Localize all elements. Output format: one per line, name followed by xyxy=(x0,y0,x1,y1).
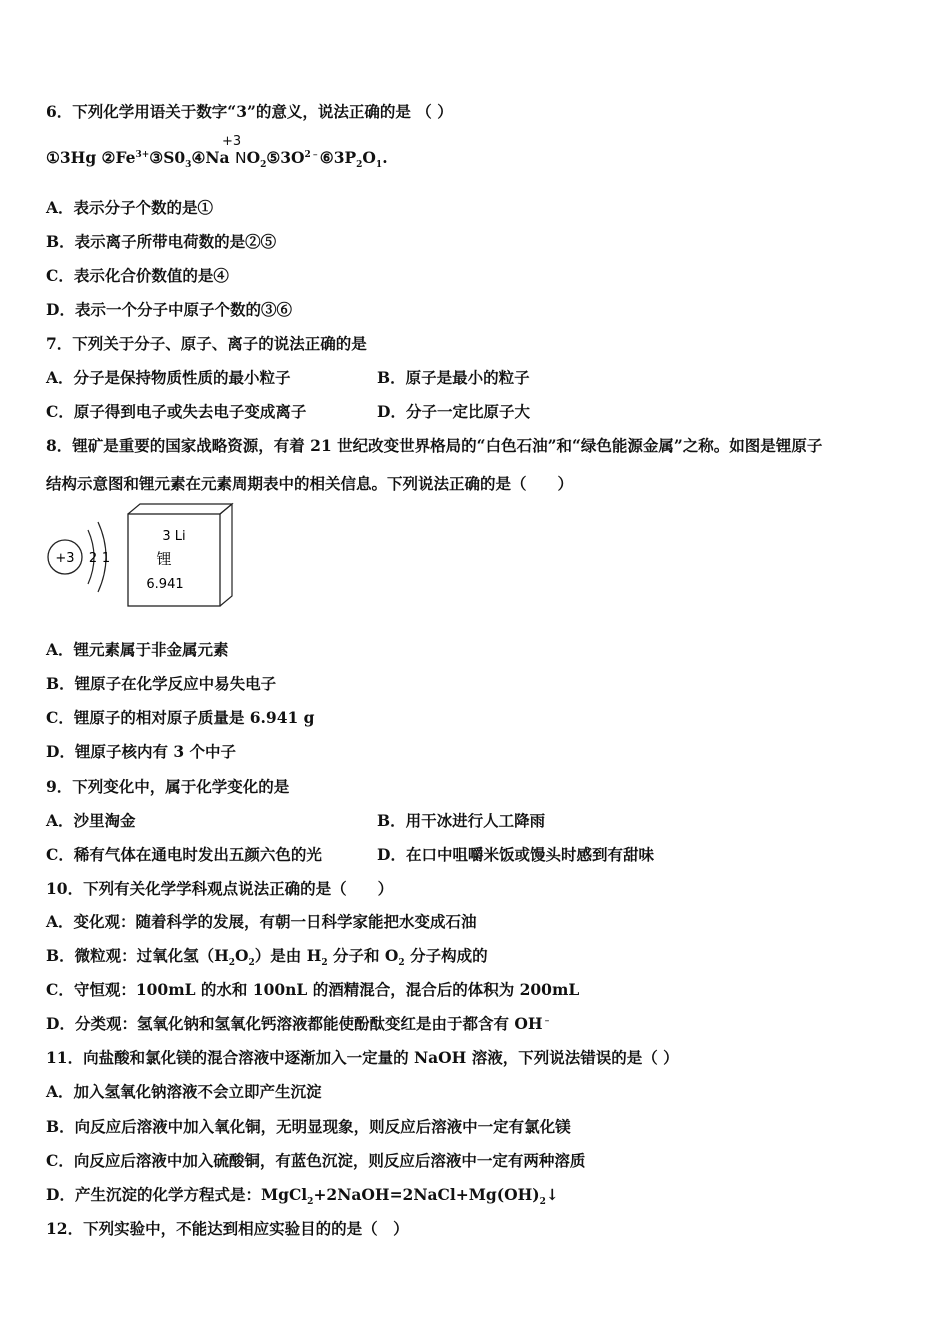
q10-option-a: A．变化观：随着科学的发展，有朝一日科学家能把水变成石油 xyxy=(46,912,477,931)
q8-option-a: A．锂元素属于非金属元素 xyxy=(46,640,229,659)
lithium-figure xyxy=(40,500,250,616)
q8-stem-line2: 结构示意图和锂元素在元素周期表中的相关信息。下列说法正确的是（ ） xyxy=(46,474,574,493)
q9-stem: 9．下列变化中，属于化学变化的是 xyxy=(46,777,290,796)
q8-stem-line1: 8．锂矿是重要的国家战略资源，有着 21 世纪改变世界格局的“白色石油”和“绿色能源金属”之称。如图是锂原子 xyxy=(46,436,823,455)
q11-option-b: B．向反应后溶液中加入氧化铜，无明显现象，则反应后溶液中一定有氯化镁 xyxy=(46,1117,571,1136)
q6-option-a: A．表示分子个数的是① xyxy=(46,198,214,217)
element-card-top xyxy=(128,504,232,514)
q6-option-d: D．表示一个分子中原子个数的③⑥ xyxy=(46,300,292,319)
q7-option-b: B．原子是最小的粒子 xyxy=(377,368,530,387)
element-number-symbol: 3 Li xyxy=(162,529,186,544)
q7-option-a: A．分子是保持物质性质的最小粒子 xyxy=(46,368,291,387)
q9-option-a: A．沙里淘金 xyxy=(46,811,136,830)
q11-option-a: A．加入氢氧化钠溶液不会立即产生沉淀 xyxy=(46,1082,322,1101)
element-name: 锂 xyxy=(156,550,172,568)
q9-option-c: C．稀有气体在通电时发出五颜六色的光 xyxy=(46,845,322,864)
q11-option-d: D．产生沉淀的化学方程式是：$MgCl_2+2NaOH=2NaCl+Mg(OH)_2↓$ xyxy=(46,1185,559,1208)
q8-option-d: D．锂原子核内有 3 个中子 xyxy=(46,742,237,761)
q8-option-c: C．锂原子的相对原子质量是 6.941 g xyxy=(46,708,315,727)
q10-option-b: B．微粒观：过氧化氢$(H_2O_2)$是由 $H_2$ 分子和 $O_2$ 分子构成的 xyxy=(46,946,488,969)
element-card-front xyxy=(128,514,220,606)
q8-option-b: B．锂原子在化学反应中易失电子 xyxy=(46,674,277,693)
q9-option-b: B．用干冰进行人工降雨 xyxy=(377,811,546,830)
q11-option-c: C．向反应后溶液中加入硫酸铜，有蓝色沉淀，则反应后溶液中一定有两种溶质 xyxy=(46,1151,586,1170)
lithium-atom-and-element-card xyxy=(40,500,250,612)
element-mass: 6.941 xyxy=(146,577,184,592)
q10-option-c: C．守恒观：100mL 的水和 100nL 的酒精混合，混合后的体积为 200mL xyxy=(46,980,580,999)
shell-2-electrons: 1 xyxy=(101,551,111,566)
shell-1-electrons: 2 xyxy=(88,551,98,566)
q7-option-c: C．原子得到电子或失去电子变成离子 xyxy=(46,402,307,421)
q6-formula-list: ①3Hg $②Fe^{3+}③S0_3④Na$ $NO_2⑤3O^{2﹣}⑥3P_2O_1$. xyxy=(46,148,388,171)
q7-stem: 7．下列关于分子、原子、离子的说法正确的是 xyxy=(46,334,367,353)
q6-stem: 6．下列化学用语关于数字“3”的意义，说法正确的是 （ ） xyxy=(46,102,453,121)
q11-stem: 11．向盐酸和氯化镁的混合溶液中逐渐加入一定量的 NaOH 溶液，下列说法错误的是（ ） xyxy=(46,1048,679,1067)
q10-stem: 10．下列有关化学学科观点说法正确的是（ ） xyxy=(46,879,394,898)
q9-option-d: D．在口中咀嚼米饭或馒头时感到有甜味 xyxy=(377,845,654,864)
q6-oxidation-state: +3 xyxy=(222,134,242,149)
q6-option-c: C．表示化合价数值的是④ xyxy=(46,266,229,285)
q10-option-d: D．分类观：氢氧化钠和氢氧化钙溶液都能使酚酞变红是由于都含有 OH﹣ xyxy=(46,1014,552,1033)
q6-option-b: B．表示离子所带电荷数的是②⑤ xyxy=(46,232,277,251)
nucleus-charge: +3 xyxy=(55,551,75,566)
element-card-side xyxy=(220,504,232,606)
q7-option-d: D．分子一定比原子大 xyxy=(377,402,530,421)
q12-stem: 12．下列实验中，不能达到相应实验目的的是（ ） xyxy=(46,1219,409,1238)
